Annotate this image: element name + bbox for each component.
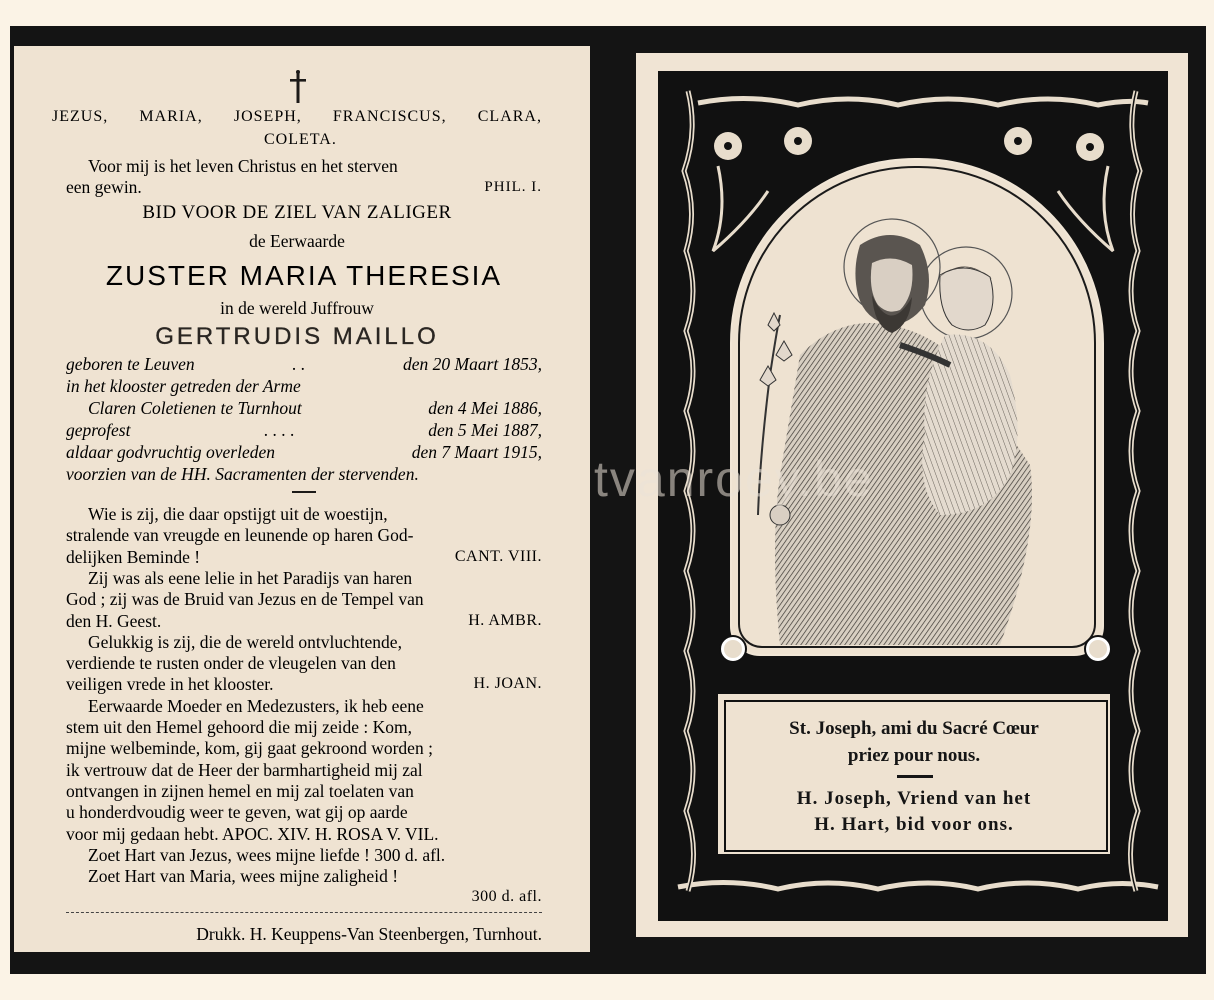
text-line-body: delijken Beminde ! <box>66 546 201 567</box>
caption-dutch-2: H. Hart, bid voor ons. <box>814 814 1014 835</box>
ornament-boss-right <box>1086 637 1110 661</box>
prayer-request: BID VOOR DE ZIEL VAN ZALIGER <box>142 202 452 223</box>
text-line <box>66 546 542 568</box>
text-line-reference: 300 d. afl. <box>471 888 542 906</box>
text-line <box>66 737 542 759</box>
text-line <box>88 567 542 589</box>
text-line <box>66 801 542 823</box>
quote-line-1: Voor mij is het leven Christus en het sterven <box>88 156 398 176</box>
religious-name: ZUSTER MARIA THERESIA <box>105 260 503 291</box>
caption-dutch-1: H. Joseph, Vriend van het <box>796 788 1032 809</box>
worldly-name: GERTRUDIS MAILLO <box>155 323 439 350</box>
text-line <box>88 631 542 653</box>
bio-date: den 20 Maart 1853, <box>402 354 542 374</box>
text-line <box>66 716 542 738</box>
bio-row <box>66 441 542 463</box>
text-line-body: mijne welbeminde, kom, gij gaat gekroond worden ; <box>66 738 433 759</box>
bio-text: geprofest <box>66 420 131 440</box>
name-maria: MARIA, <box>139 108 203 125</box>
text-line-body: Zoet Hart van Jezus, wees mijne liefde ! 300 d. afl. <box>88 844 446 865</box>
text-line-body: voor mij gedaan hebt. APOC. XIV. H. ROSA V. VIL. <box>66 823 439 844</box>
name-jezus: JEZUS, <box>52 108 109 125</box>
text-line <box>66 524 542 546</box>
quote-reference: PHIL. I. <box>484 179 542 195</box>
text-line-body: u honderdvoudig weer te geven, wat gij op aarde <box>66 802 408 823</box>
text-line-reference: H. AMBR. <box>468 611 542 629</box>
quote-line-2 <box>66 176 542 198</box>
text-line-body: Wie is zij, die daar opstijgt uit de woestijn, <box>88 504 388 524</box>
text-line <box>66 823 542 845</box>
text-line <box>66 780 542 802</box>
text-line-body: den H. Geest. <box>66 610 162 631</box>
name-franciscus: FRANCISCUS, <box>332 108 447 125</box>
text-line <box>66 610 542 632</box>
bio-text: aldaar godvruchtig overleden <box>66 442 275 462</box>
ornament-boss-left <box>721 637 745 661</box>
text-line-body: verdiende te rusten onder de vleugelen van den <box>66 653 396 674</box>
text-line-body: stralende van vreugde en leunende op haren God- <box>66 525 414 546</box>
bio-date: den 7 Maart 1915, <box>411 442 542 462</box>
text-line <box>88 695 542 717</box>
text-line <box>88 844 542 866</box>
bio-row: in het klooster getreden der Arme <box>66 376 301 396</box>
bio-row <box>88 397 542 419</box>
text-line-reference: CANT. VIII. <box>454 547 542 565</box>
name-coleta: COLETA. <box>264 131 337 148</box>
text-line-body: Eerwaarde Moeder en Medezusters, ik heb eene <box>88 695 424 716</box>
name-joseph: JOSEPH, <box>233 108 302 125</box>
printer-credit: Drukk. H. Keuppens-Van Steenbergen, Turnhout. <box>196 924 542 944</box>
bio-text: Claren Coletienen te Turnhout <box>88 398 302 418</box>
worldly-name-intro: in de wereld Juffrouw <box>220 298 374 318</box>
text-line-body: ik vertrouw dat de Heer der barmhartigheid mij zal <box>66 759 423 780</box>
dotted-divider <box>66 912 542 913</box>
bio-text: geboren te Leuven <box>66 354 195 374</box>
bio-date: den 5 Mei 1887, <box>428 420 542 440</box>
text-line <box>66 652 542 674</box>
title-eerwaarde: de Eerwaarde <box>249 231 345 251</box>
text-line-body: stem uit den Hemel gehoord die mij zeide : Kom, <box>66 717 413 737</box>
text-line-reference: H. JOAN. <box>473 675 542 693</box>
text-line <box>88 865 542 887</box>
text-line-body: veiligen vrede in het klooster. <box>66 674 274 695</box>
text-line-body: Zoet Hart van Maria, wees mijne zaligheid ! <box>88 866 399 887</box>
text-line-body: Gelukkig is zij, die de wereld ontvluchtende, <box>88 631 402 652</box>
bio-row <box>66 419 542 441</box>
watermark: tvanroey.be <box>594 451 874 507</box>
quote-end: een gewin. <box>66 177 142 197</box>
cross-icon <box>288 70 308 104</box>
bio-row <box>66 353 542 375</box>
text-line-body: ontvangen in zijnen hemel en mij zal toelaten van <box>66 780 414 801</box>
caption-french-1: St. Joseph, ami du Sacré Cœur <box>789 718 1039 739</box>
text-line-body: God ; zij was de Bruid van Jezus en de Tempel van <box>66 589 424 610</box>
saint-joseph-with-child-illustration <box>740 215 1060 645</box>
divider <box>292 491 316 493</box>
saints-names <box>52 106 542 128</box>
text-line <box>66 673 542 695</box>
caption-divider <box>897 775 933 778</box>
text-line <box>66 759 542 781</box>
bio-dots: . . <box>292 354 306 374</box>
name-clara: CLARA, <box>477 108 542 125</box>
bio-row: voorzien van de HH. Sacramenten der stervenden. <box>66 464 419 484</box>
bio-dots: . . . . <box>264 420 295 440</box>
text-line <box>66 886 542 908</box>
text-line <box>88 503 542 525</box>
text-line <box>66 588 542 610</box>
text-line-body: Zij was als eene lelie in het Paradijs van haren <box>88 567 413 588</box>
bio-date: den 4 Mei 1886, <box>428 398 542 418</box>
caption-french-2: priez pour nous. <box>847 745 981 766</box>
